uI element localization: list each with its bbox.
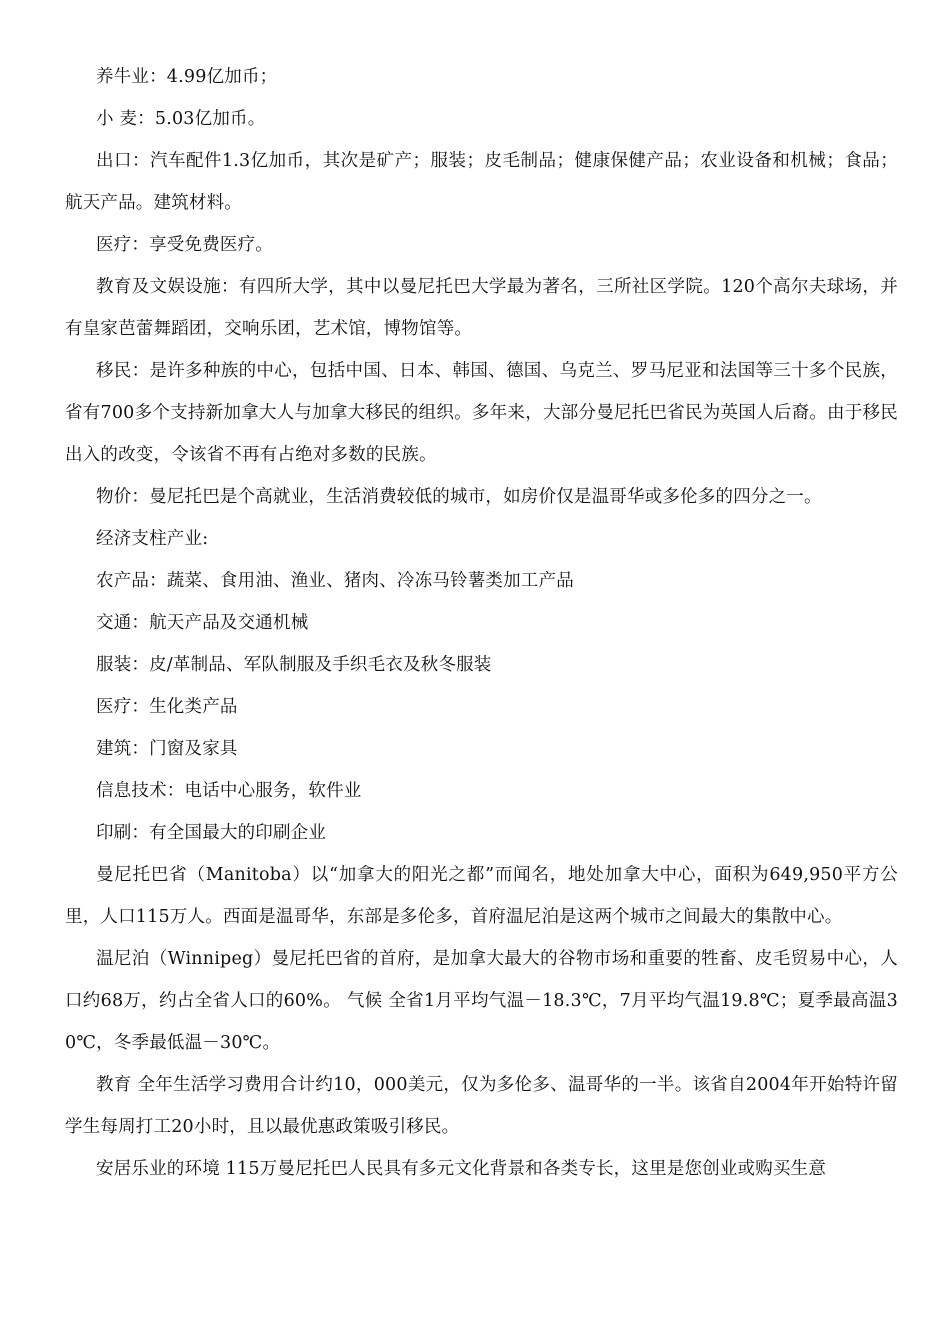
paragraph-education-cost: 教育 全年生活学习费用合计约10，000美元，仅为多伦多、温哥华的一半。该省自2004年开始特许留学生每周打工20小时，且以最优惠政策吸引移民。	[65, 1075, 898, 1137]
paragraph-manitoba: 曼尼托巴省（Manitoba）以“加拿大的阳光之都”而闻名，地处加拿大中心，面积为649,950平方公里，人口115万人。西面是温哥华，东部是多伦多，首府温尼泊是这两个城市之间最大的集散中心。	[65, 865, 898, 927]
paragraph-education-facilities: 教育及文娱设施：有四所大学，其中以曼尼托巴大学最为著名，三所社区学院。120个高尔夫球场，并有皇家芭蕾舞蹈团，交响乐团，艺术馆，博物馆等。	[65, 277, 898, 339]
paragraph-immigration: 移民：是许多种族的中心，包括中国、日本、韩国、德国、乌克兰、罗马尼亚和法国等三十多个民族，省有700多个支持新加拿大人与加拿大移民的组织。多年来，大部分曼尼托巴省民为英国人后裔。由于移民出入的改变，令该省不再有占绝对多数的民族。	[65, 361, 898, 465]
paragraph-prices: 物价：曼尼托巴是个高就业，生活消费较低的城市，如房价仅是温哥华或多伦多的四分之一。	[96, 487, 822, 507]
paragraph-it: 信息技术：电话中心服务，软件业	[96, 781, 362, 801]
paragraph-cattle: 养牛业：4.99亿加币；	[96, 67, 278, 87]
paragraph-agriculture: 农产品：蔬菜、食用油、渔业、猪肉、冷冻马铃薯类加工产品	[96, 571, 574, 591]
paragraph-economy-heading: 经济支柱产业:	[96, 529, 209, 549]
paragraph-medical-industry: 医疗：生化类产品	[96, 697, 238, 717]
paragraph-living-environment: 安居乐业的环境 115万曼尼托巴人民具有多元文化背景和各类专长，这里是您创业或购买生意	[96, 1159, 827, 1179]
paragraph-transport: 交通：航天产品及交通机械	[96, 613, 309, 633]
paragraph-winnipeg: 温尼泊（Winnipeg）曼尼托巴省的首府，是加拿大最大的谷物市场和重要的牲畜、皮毛贸易中心，人口约68万，约占全省人口的60%。 气候 全省1月平均气温－18.3℃，7月平均气温19.8℃；夏季最高温30℃，冬季最低温－30℃。	[65, 949, 898, 1053]
paragraph-construction: 建筑：门窗及家具	[96, 739, 238, 759]
paragraph-apparel: 服装：皮/革制品、军队制服及手织毛衣及秋冬服装	[96, 655, 492, 675]
paragraph-wheat: 小 麦：5.03亿加币。	[96, 109, 266, 129]
paragraph-export: 出口：汽车配件1.3亿加币，其次是矿产；服装；皮毛制品；健康保健产品；农业设备和机械；食品；航天产品。建筑材料。	[65, 151, 898, 213]
paragraph-medical: 医疗：享受免费医疗。	[96, 235, 273, 255]
paragraph-printing: 印刷：有全国最大的印刷企业	[96, 823, 327, 843]
